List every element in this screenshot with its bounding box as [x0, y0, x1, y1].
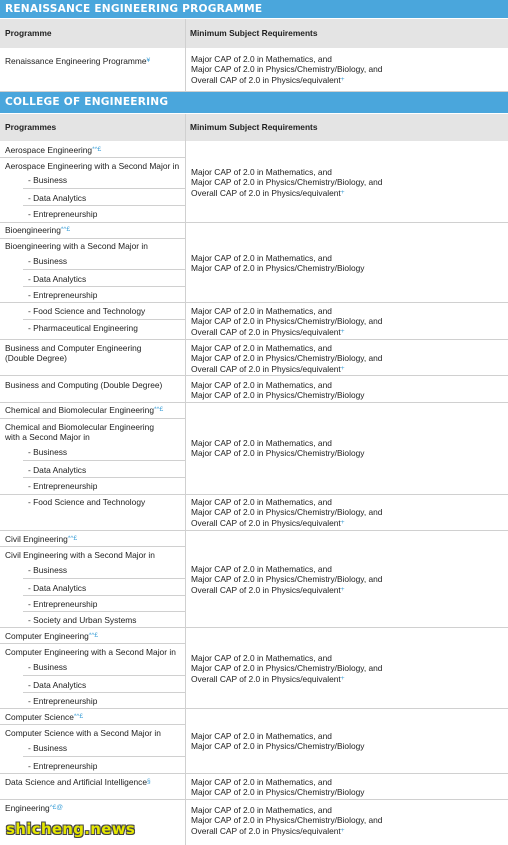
requirement-cell: [186, 497, 382, 528]
programme-cell: - Business: [28, 743, 68, 753]
programme-cell: - Data Analytics: [28, 274, 87, 284]
row-divider: [0, 302, 508, 303]
section-header-renaissance: RENAISSANCE ENGINEERING PROGRAMME: [0, 0, 508, 18]
requirement-line: Major CAP of 2.0 in Physics/Chemistry/Biology, and: [191, 574, 383, 585]
requirement-line: Major CAP of 2.0 in Physics/Chemistry/Biology: [191, 390, 365, 401]
programme-cell: Bioengineering*^£: [5, 225, 71, 235]
programme-cell: Civil Engineering*^£: [5, 534, 78, 544]
programme-cell: - Food Science and Technology: [28, 306, 146, 316]
row-divider: [0, 773, 508, 774]
requirement-cell: [186, 54, 382, 85]
row-divider: [23, 205, 185, 206]
requirement-line: Major CAP of 2.0 in Mathematics, and: [191, 167, 332, 177]
requirement-line: Major CAP of 2.0 in Physics/Chemistry/Biology, and: [191, 663, 383, 674]
programme-cell: - Business: [28, 447, 68, 457]
programme-cell: Aerospace Engineering*^£: [5, 145, 102, 155]
requirement-cell: [186, 731, 364, 752]
requirement-cell: [186, 253, 364, 274]
requirement-line: Overall CAP of 2.0 in Physics/equivalent+: [191, 326, 345, 337]
programme-cell: - Entrepreneurship: [28, 209, 98, 219]
requirement-line: Overall CAP of 2.0 in Physics/equivalent+: [191, 363, 345, 374]
requirement-line: Major CAP of 2.0 in Mathematics, and: [191, 497, 332, 507]
row-divider: [0, 799, 508, 800]
requirement-line: Major CAP of 2.0 in Mathematics, and: [191, 380, 332, 390]
row-divider: [23, 269, 185, 270]
column-header-requirements: Minimum Subject Requirements: [186, 19, 508, 48]
requirement-line: Major CAP of 2.0 in Mathematics, and: [191, 653, 332, 663]
footnote-symbol: +: [340, 674, 345, 682]
requirement-line: Major CAP of 2.0 in Mathematics, and: [191, 805, 332, 815]
programme-cell: Business and Computing (Double Degree): [5, 380, 163, 390]
row-divider: [0, 494, 508, 495]
requirement-line: Overall CAP of 2.0 in Physics/equivalent+: [191, 187, 345, 198]
row-divider: [23, 188, 185, 189]
programme-cell: Business and Computer Engineering: [5, 343, 142, 353]
column-header-requirements: Minimum Subject Requirements: [186, 114, 508, 141]
requirement-line: Major CAP of 2.0 in Mathematics, and: [191, 306, 332, 316]
row-divider: [0, 157, 185, 158]
requirement-line: Major CAP of 2.0 in Physics/Chemistry/Biology, and: [191, 507, 383, 518]
row-divider: [23, 319, 185, 320]
requirement-cell: [186, 564, 382, 595]
row-divider: [0, 418, 185, 419]
row-divider: [23, 611, 185, 612]
programme-cell: - Food Science and Technology: [28, 497, 146, 507]
row-divider: [0, 91, 508, 92]
programme-cell: - Data Analytics: [28, 193, 87, 203]
row-divider: [23, 578, 185, 579]
programme-cell: (Double Degree): [5, 353, 67, 363]
row-divider: [0, 375, 508, 376]
requirement-cell: [186, 380, 364, 401]
footnote-symbol: +: [340, 188, 345, 196]
requirement-line: Overall CAP of 2.0 in Physics/equivalent+: [191, 825, 345, 836]
programme-cell: Computer Science*^£: [5, 712, 84, 722]
requirement-line: Major CAP of 2.0 in Mathematics, and: [191, 564, 332, 574]
section-header-college-of-engineering: COLLEGE OF ENGINEERING: [0, 92, 508, 113]
requirement-line: Major CAP of 2.0 in Physics/Chemistry/Biology, and: [191, 177, 383, 188]
programme-cell: - Data Analytics: [28, 583, 87, 593]
row-divider: [0, 339, 508, 340]
footnote-symbol: +: [340, 585, 345, 593]
row-divider: [0, 402, 508, 403]
row-divider: [0, 724, 185, 725]
row-divider: [23, 675, 185, 676]
programme-cell: - Data Analytics: [28, 465, 87, 475]
requirement-line: Major CAP of 2.0 in Mathematics, and: [191, 777, 332, 787]
requirement-line: Major CAP of 2.0 in Mathematics, and: [191, 438, 332, 448]
programme-cell: - Society and Urban Systems: [28, 615, 137, 625]
row-divider: [0, 708, 508, 709]
requirement-line: Major CAP of 2.0 in Physics/Chemistry/Biology, and: [191, 353, 383, 364]
requirement-line: Major CAP of 2.0 in Physics/Chemistry/Biology: [191, 263, 365, 274]
row-divider: [0, 546, 185, 547]
programme-cell: Renaissance Engineering Programme¥: [5, 56, 151, 66]
requirement-cell: [186, 167, 382, 198]
programme-cell: - Pharmaceutical Engineering: [28, 323, 138, 333]
row-divider: [0, 627, 508, 628]
row-divider: [23, 756, 185, 757]
footnote-symbol: +: [340, 518, 345, 526]
row-divider: [23, 692, 185, 693]
column-header-programmes: Programmes: [0, 114, 185, 141]
programme-cell: Civil Engineering with a Second Major in: [5, 550, 155, 560]
programme-cell: Chemical and Biomolecular Engineering: [5, 422, 154, 432]
row-divider: [0, 643, 185, 644]
row-divider: [23, 460, 185, 461]
row-divider: [0, 222, 508, 223]
requirement-line: Major CAP of 2.0 in Physics/Chemistry/Biology, and: [191, 815, 383, 826]
programme-cell: - Business: [28, 256, 68, 266]
row-divider: [23, 595, 185, 596]
row-divider: [0, 238, 185, 239]
row-divider: [0, 530, 508, 531]
requirement-cell: [186, 653, 382, 684]
programme-cell: - Entrepreneurship: [28, 696, 98, 706]
footnote-symbol: +: [340, 75, 345, 83]
requirement-line: Major CAP of 2.0 in Physics/Chemistry/Biology: [191, 787, 365, 798]
programme-cell: - Business: [28, 662, 68, 672]
programme-cell: - Business: [28, 175, 68, 185]
programme-cell: - Entrepreneurship: [28, 290, 98, 300]
programme-cell: Computer Engineering*^£: [5, 631, 99, 641]
requirement-line: Major CAP of 2.0 in Physics/Chemistry/Biology: [191, 448, 365, 459]
requirement-cell: [186, 438, 364, 459]
requirement-line: Major CAP of 2.0 in Physics/Chemistry/Biology, and: [191, 64, 383, 75]
programme-cell: Bioengineering with a Second Major in: [5, 241, 148, 251]
requirement-line: Overall CAP of 2.0 in Physics/equivalent+: [191, 673, 345, 684]
requirement-line: Overall CAP of 2.0 in Physics/equivalent+: [191, 74, 345, 85]
requirement-line: Major CAP of 2.0 in Mathematics, and: [191, 253, 332, 263]
programme-cell: - Data Analytics: [28, 680, 87, 690]
requirement-line: Major CAP of 2.0 in Physics/Chemistry/Biology, and: [191, 316, 383, 327]
requirement-line: Major CAP of 2.0 in Mathematics, and: [191, 54, 332, 64]
programme-cell: Chemical and Biomolecular Engineering*^£: [5, 405, 164, 415]
programme-cell: Computer Engineering with a Second Major in: [5, 647, 176, 657]
footnote-symbol: +: [340, 364, 345, 372]
requirement-line: Overall CAP of 2.0 in Physics/equivalent+: [191, 517, 345, 528]
programme-cell: - Business: [28, 565, 68, 575]
programme-cell: - Entrepreneurship: [28, 761, 98, 771]
requirement-cell: [186, 306, 382, 337]
requirement-cell: [186, 777, 364, 798]
row-divider: [23, 286, 185, 287]
column-header-programme: Programme: [0, 19, 185, 48]
row-divider: [23, 477, 185, 478]
programme-cell: with a Second Major in: [5, 432, 90, 442]
programme-cell: - Entrepreneurship: [28, 599, 98, 609]
programme-cell: Data Science and Artificial Intelligence§: [5, 777, 151, 787]
watermark-logo: shicheng.news: [6, 820, 136, 838]
requirement-line: Major CAP of 2.0 in Mathematics, and: [191, 343, 332, 353]
requirement-cell: [186, 805, 382, 836]
programme-cell: Computer Science with a Second Major in: [5, 728, 161, 738]
requirement-line: Overall CAP of 2.0 in Physics/equivalent+: [191, 584, 345, 595]
programme-cell: Aerospace Engineering with a Second Major in: [5, 161, 180, 171]
footnote-symbol: +: [340, 826, 345, 834]
programme-cell: Engineering^£@: [5, 803, 63, 813]
requirement-line: Major CAP of 2.0 in Mathematics, and: [191, 731, 332, 741]
requirement-line: Major CAP of 2.0 in Physics/Chemistry/Biology: [191, 741, 365, 752]
requirement-cell: [186, 343, 382, 374]
programme-cell: - Entrepreneurship: [28, 481, 98, 491]
footnote-symbol: +: [340, 327, 345, 335]
